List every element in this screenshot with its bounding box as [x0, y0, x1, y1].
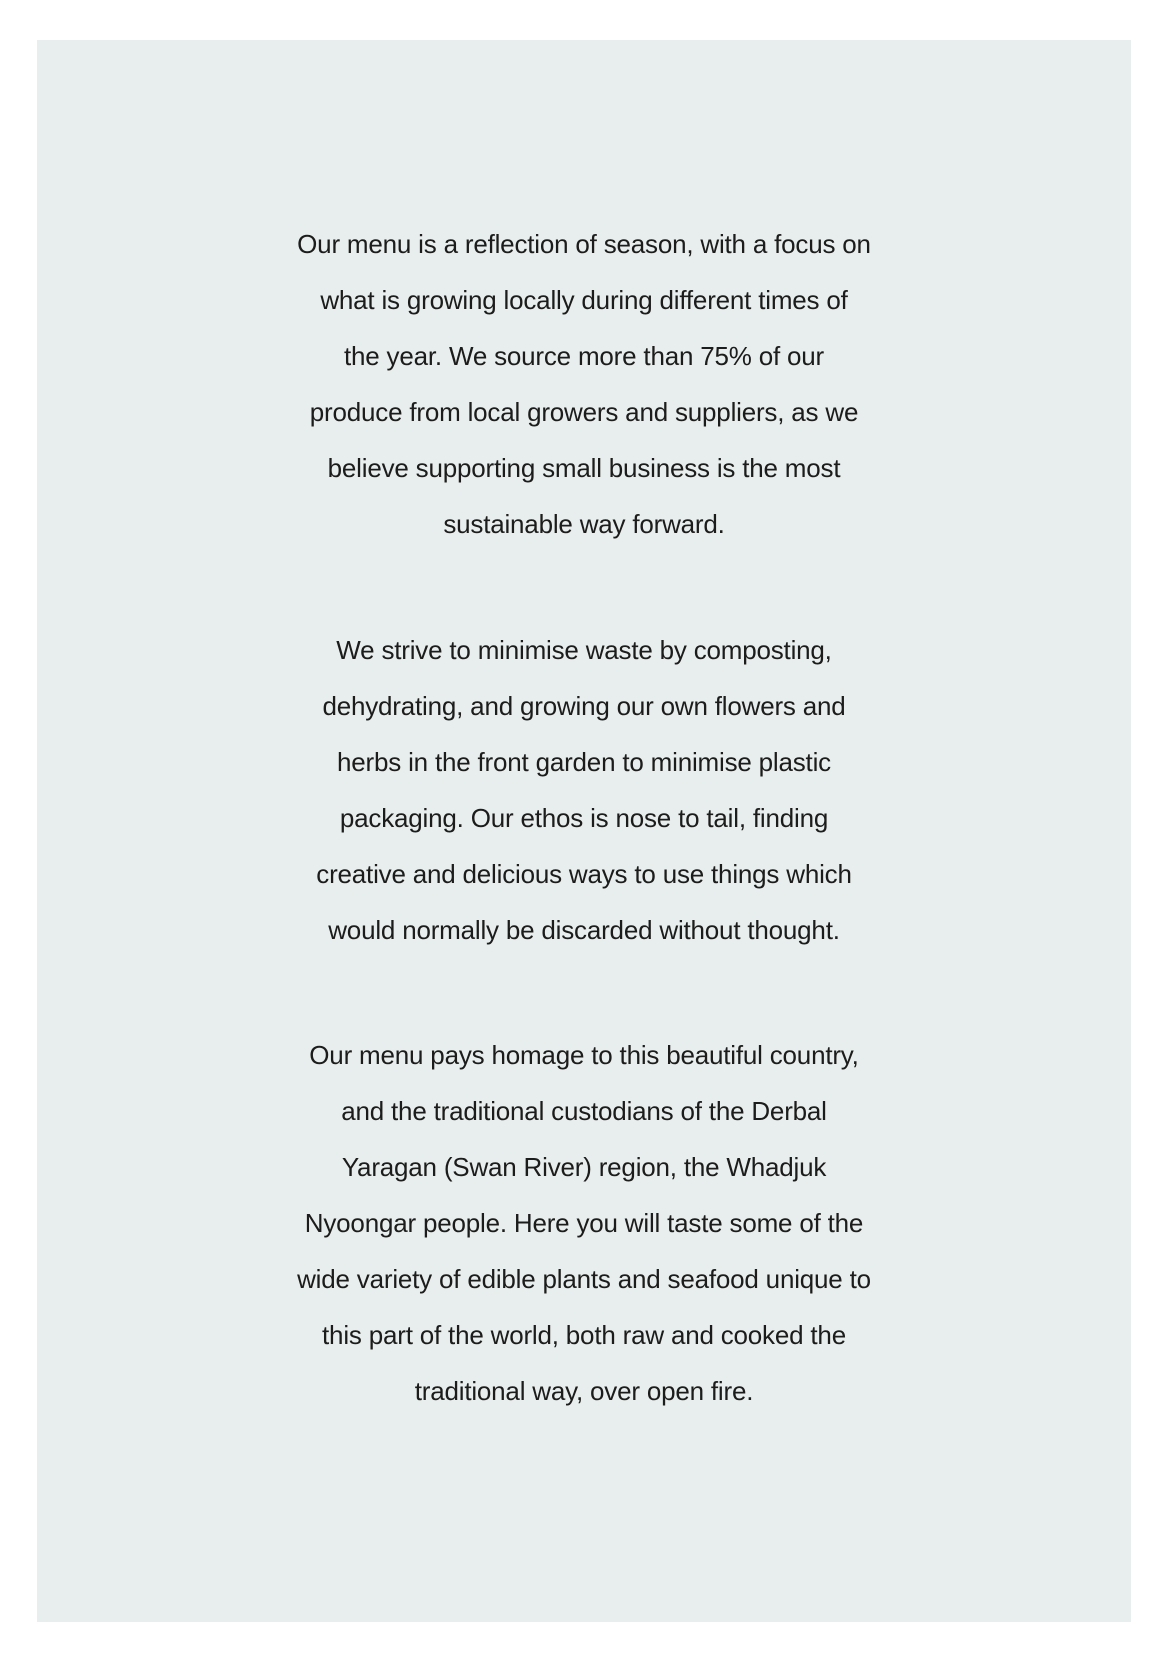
text-line: Yaragan (Swan River) region, the Whadjuk [341, 1152, 827, 1182]
text-line: sustainable way forward. [443, 509, 725, 539]
text-line: dehydrating, and growing our own flowers and [322, 691, 846, 721]
text-line: wide variety of edible plants and seafood unique to [297, 1264, 871, 1294]
paragraph-minimise-waste [37, 622, 1131, 958]
text-line: and the traditional custodians of the Derbal [341, 1096, 827, 1126]
text-line: would normally be discarded without thought. [328, 915, 840, 945]
text-line: produce from local growers and suppliers, as we [309, 397, 859, 427]
text-line: Nyoongar people. Here you will taste some of the [304, 1208, 864, 1238]
page-panel [37, 40, 1131, 1622]
text-line: traditional way, over open fire. [414, 1376, 754, 1406]
text-line: creative and delicious ways to use things which [316, 859, 852, 889]
text-line: Our menu pays homage to this beautiful country, [309, 1040, 859, 1070]
paragraph-seasonal-menu [37, 216, 1131, 552]
text-line: what is growing locally during different times of [320, 285, 848, 315]
paragraph-homage-country [37, 1027, 1131, 1419]
text-line: believe supporting small business is the most [327, 453, 841, 483]
text-line: herbs in the front garden to minimise plastic [337, 747, 831, 777]
text-line: Our menu is a reflection of season, with a focus on [297, 229, 871, 259]
text-line: this part of the world, both raw and cooked the [322, 1320, 846, 1350]
text-line: We strive to minimise waste by composting, [336, 635, 832, 665]
text-line: packaging. Our ethos is nose to tail, finding [339, 803, 829, 833]
text-line: the year. We source more than 75% of our [343, 341, 824, 371]
